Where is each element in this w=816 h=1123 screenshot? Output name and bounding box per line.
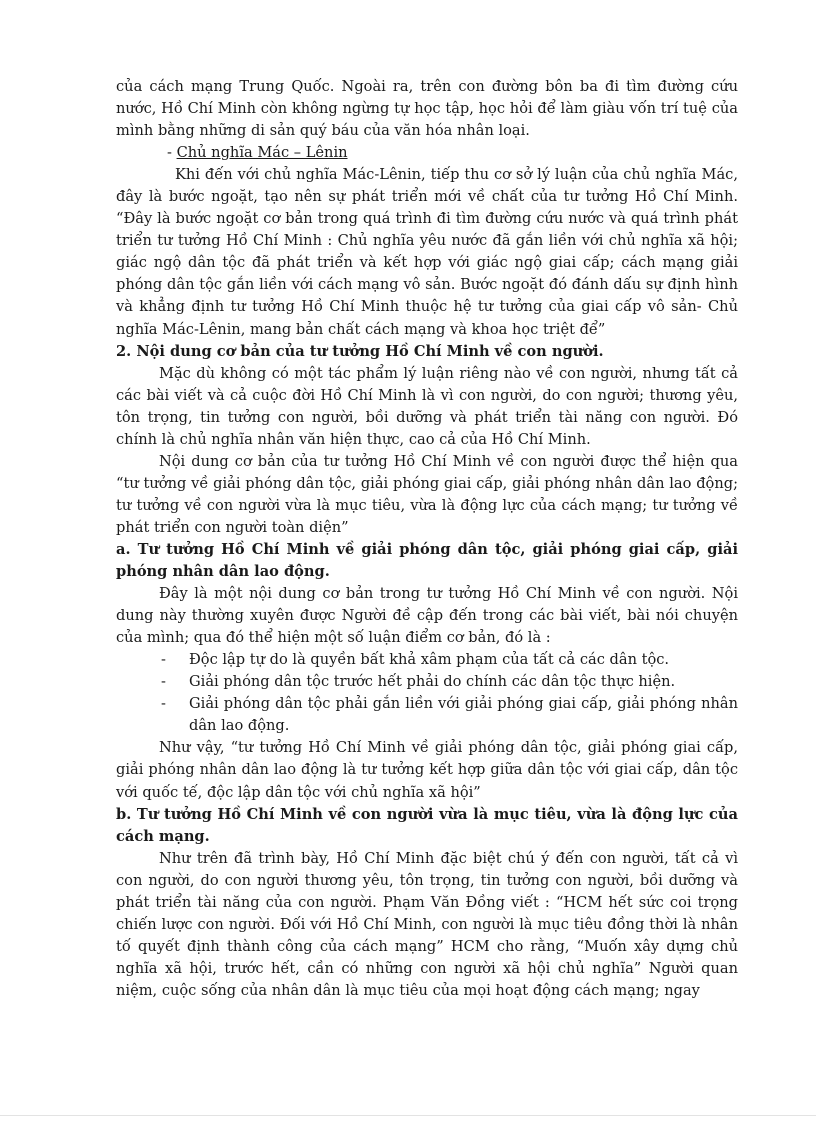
list-dash: -	[161, 695, 166, 713]
page-bottom-rule	[0, 1115, 816, 1116]
list-item-text: Giải phóng dân tộc phải gắn liền với giải phóng giai cấp, giải phóng nhân dân lao động.	[189, 695, 738, 735]
subheading-text: Chủ nghĩa Mác – Lênin	[176, 144, 348, 162]
list-item	[116, 693, 738, 737]
subheading-dash: -	[167, 144, 177, 162]
section-subheading	[116, 142, 738, 164]
paragraph: Như vậy, “tư tưởng Hồ Chí Minh về giải phóng dân tộc, giải phóng giai cấp, giải phóng nhân dân lao động là tư tưởng kết hợp giữa dân tộc với giai cấp, dân tộc với quốc tế, độc lập dân tộc với chủ nghĩa xã hội”	[116, 739, 738, 801]
document-page	[116, 76, 738, 1002]
paragraph: Đây là một nội dung cơ bản trong tư tưởng Hồ Chí Minh về con người. Nội dung này thường xuyên được Người đề cập đến trong các bài viết, bài nói chuyện của mình; qua đó thể hiện một số luận điểm cơ bản, đó là :	[116, 585, 738, 647]
list-item	[116, 671, 738, 693]
paragraph: Khi đến với chủ nghĩa Mác-Lênin, tiếp thu cơ sở lý luận của chủ nghĩa Mác, đây là bước ngoặt, tạo nên sự phát triển mới về chất của tư tưởng Hồ Chí Minh. “Đây là bước ngoặt cơ bản trong quá trình đi tìm đường cứu nước và quá trình phát triển tư tưởng Hồ Chí Minh : Chủ nghĩa yêu nước đã gắn liền với chủ nghĩa xã hội; giác ngộ dân tộc đã phát triển và kết hợp với giác ngộ giai cấp; cách mạng giải phóng dân tộc gắn liền với cách mạng vô sản. Bước ngoặt đó đánh dấu sự định hình và khẳng định tư tưởng Hồ Chí Minh thuộc hệ tư tưởng của giai cấp vô sản- Chủ nghĩa Mác-Lênin, mang bản chất cách mạng và khoa học triệt để”	[116, 166, 738, 338]
paragraph: Mặc dù không có một tác phẩm lý luận riêng nào về con người, nhưng tất cả các bài viết và cả cuộc đời Hồ Chí Minh là vì con người, do con người; thương yêu, tôn trọng, tin tưởng con người, bồi dưỡng và phát triển tài năng con người. Đó chính là chủ nghĩa nhân văn hiện thực, cao cả của Hồ Chí Minh.	[116, 364, 738, 448]
list-dash: -	[161, 673, 166, 691]
paragraph: của cách mạng Trung Quốc. Ngoài ra, trên con đường bôn ba đi tìm đường cứu nước, Hồ Chí Minh còn không ngừng tự học tập, học hỏi để làm giàu vốn trí tuệ của mình bằng những di sản quý báu của văn hóa nhân loại.	[116, 78, 738, 140]
list-item	[116, 649, 738, 671]
list-item-text: Giải phóng dân tộc trước hết phải do chính các dân tộc thực hiện.	[189, 673, 676, 691]
paragraph: Nội dung cơ bản của tư tưởng Hồ Chí Minh về con người được thể hiện qua “tư tưởng về giải phóng dân tộc, giải phóng giai cấp, giải phóng nhân dân lao động; tư tưởng về con người vừa là mục tiêu, vừa là động lực của cách mạng; tư tưởng về phát triển con người toàn diện”	[116, 452, 738, 536]
section-heading-b: b. Tư tưởng Hồ Chí Minh về con người vừa là mục tiêu, vừa là động lực của cách mạng.	[116, 805, 738, 845]
paragraph: Như trên đã trình bày, Hồ Chí Minh đặc biệt chú ý đến con người, tất cả vì con người, do con người thương yêu, tôn trọng, tin tưởng con người, bồi dưỡng và phát triển tài năng của con người. Phạm Văn Đồng viết : “HCM hết sức coi trọng chiến lược con người. Đối với Hồ Chí Minh, con người là mục tiêu đồng thời là nhân tố quyết định thành công của cách mạng” HCM cho rằng, “Muốn xây dựng chủ nghĩa xã hội, trước hết, cần có những con người xã hội chủ nghĩa” Người quan niệm, cuộc sống của nhân dân là mục tiêu của mọi hoạt động cách mạng; ngay	[116, 849, 738, 999]
list-item-text: Độc lập tự do là quyền bất khả xâm phạm của tất cả các dân tộc.	[189, 651, 670, 669]
section-heading-a: a. Tư tưởng Hồ Chí Minh về giải phóng dân tộc, giải phóng giai cấp, giải phóng nhân dân lao động.	[116, 540, 738, 581]
section-heading-2: 2. Nội dung cơ bản của tư tưởng Hồ Chí Minh về con người.	[116, 342, 604, 360]
list-dash: -	[161, 651, 166, 669]
